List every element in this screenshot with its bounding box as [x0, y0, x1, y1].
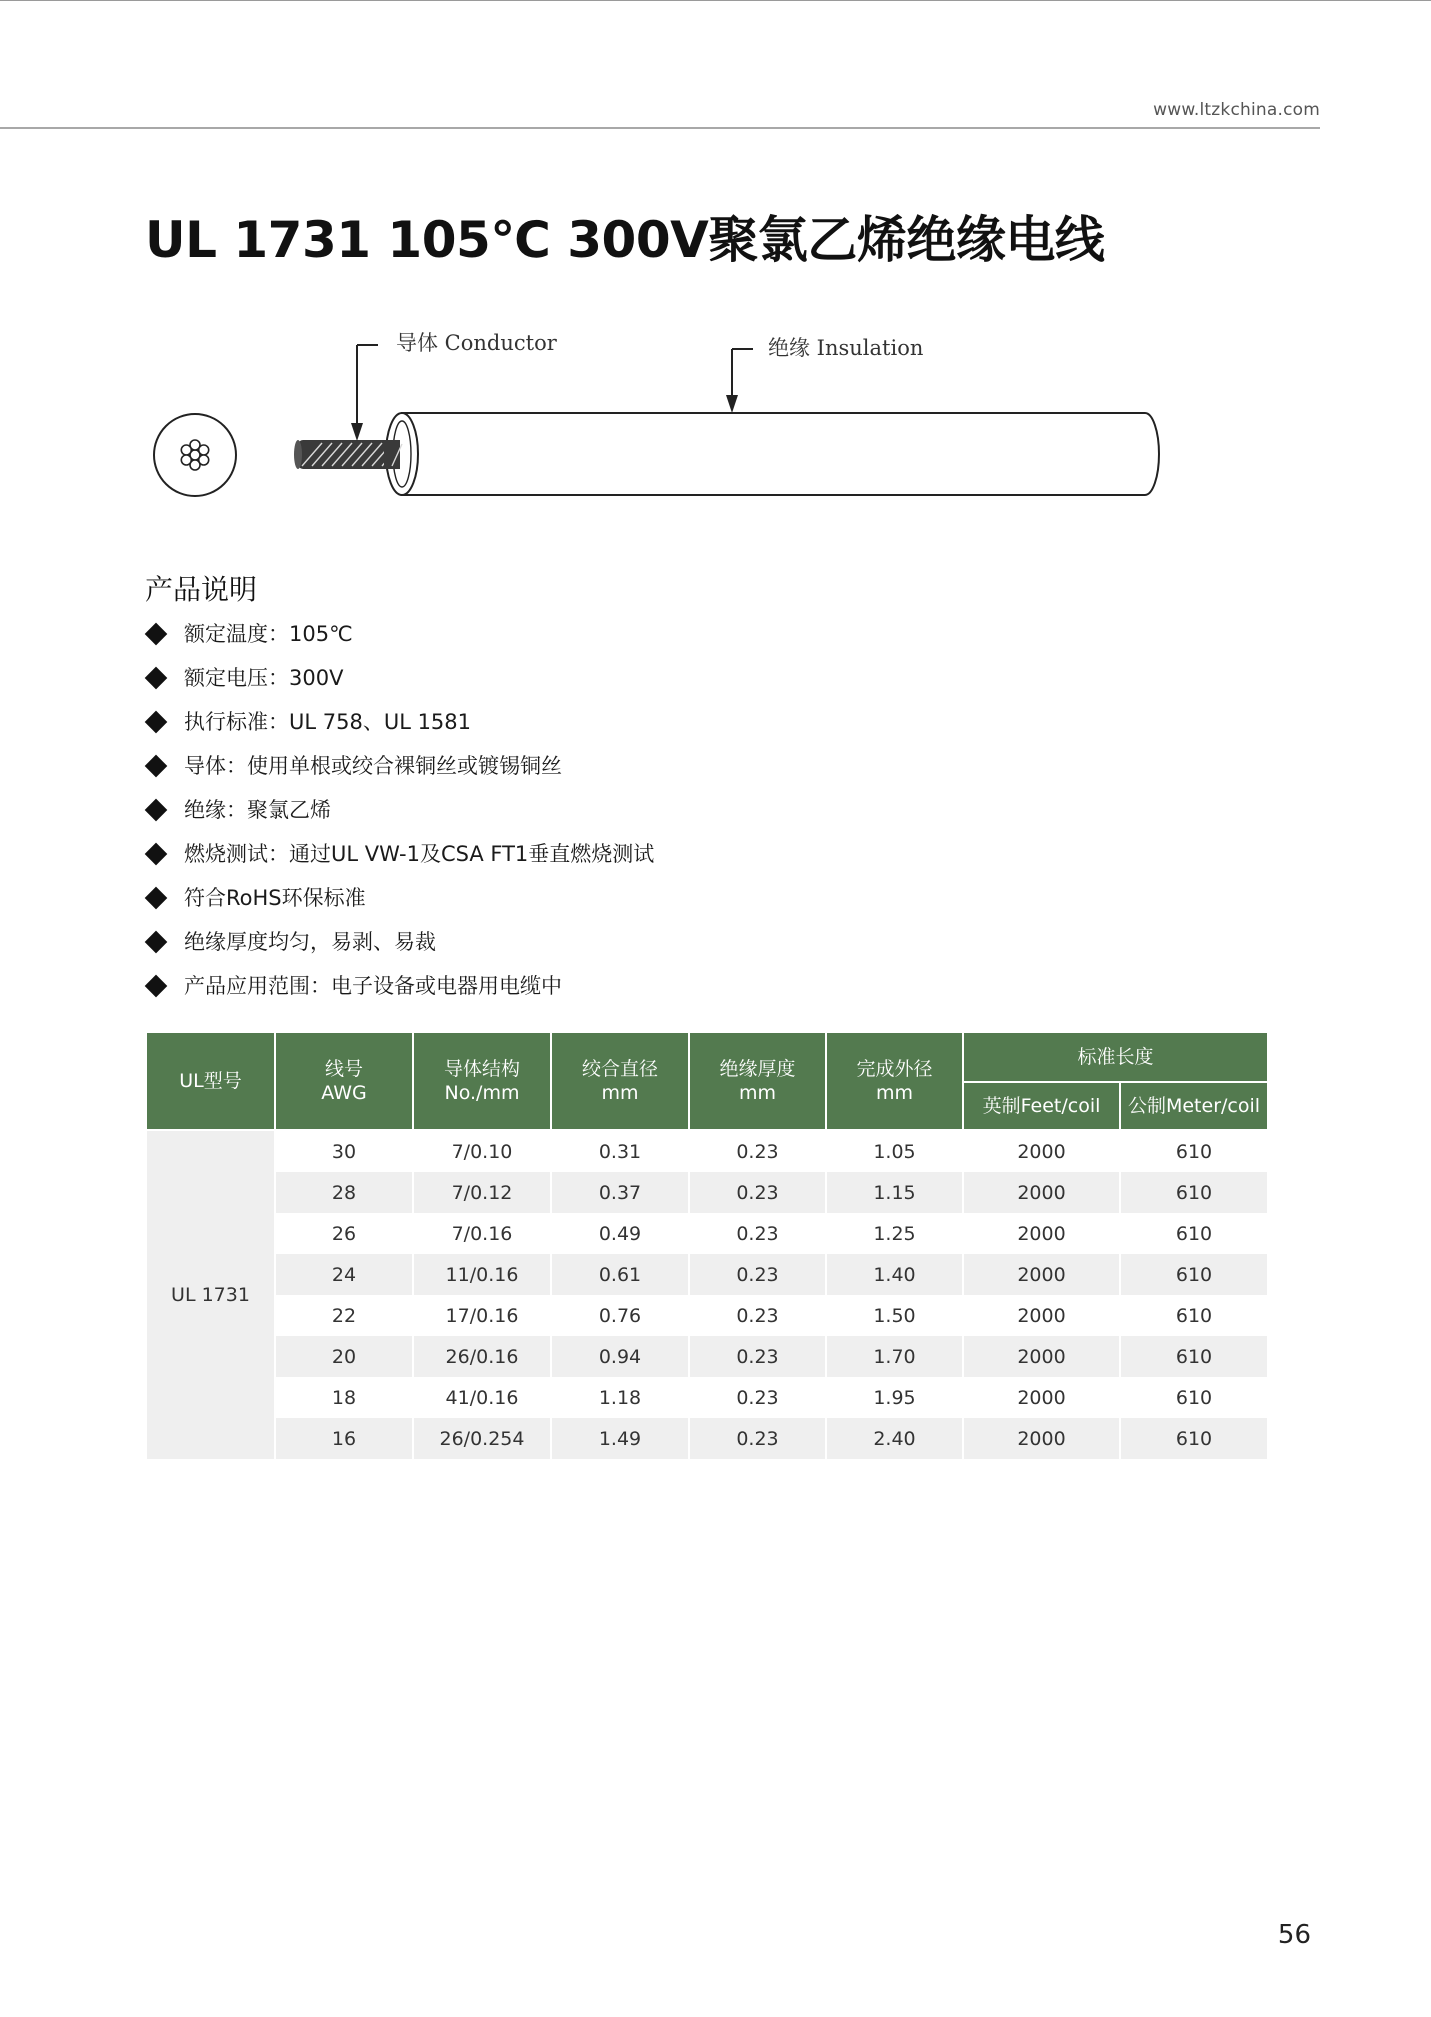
section-title: 产品说明: [145, 573, 258, 606]
cell-insulation-thickness: 0.23: [689, 1336, 826, 1377]
header-rule: [0, 127, 1320, 129]
header-strand-diameter: [551, 1032, 689, 1130]
cell-awg: 24: [275, 1254, 413, 1295]
conductor-callout: [351, 345, 378, 441]
spec-item-text: 额定电压：300V: [184, 666, 344, 690]
table-row: [146, 1130, 1268, 1172]
spec-item-text: 燃烧测试：通过UL VW-1及CSA FT1垂直燃烧测试: [184, 842, 655, 866]
top-rule: [0, 0, 1431, 1]
table-row: [146, 1172, 1268, 1213]
cell-awg: 26: [275, 1213, 413, 1254]
diamond-bullet-icon: [145, 887, 168, 910]
header-od-line2: mm: [875, 1082, 914, 1104]
cell-strand-diameter: 0.61: [551, 1254, 689, 1295]
cell-outer-diameter: 1.25: [826, 1213, 963, 1254]
spec-item: [145, 876, 654, 920]
cell-strand-diameter: 0.76: [551, 1295, 689, 1336]
spec-item: [145, 788, 654, 832]
cell-conductor: 17/0.16: [413, 1295, 551, 1336]
table-row: [146, 1254, 1268, 1295]
diamond-bullet-icon: [145, 799, 168, 822]
cell-conductor: 26/0.254: [413, 1418, 551, 1459]
header-outer-diameter: [826, 1032, 963, 1130]
diamond-bullet-icon: [145, 931, 168, 954]
cell-feet: 2000: [963, 1418, 1120, 1459]
cell-feet: 2000: [963, 1295, 1120, 1336]
cell-awg: 18: [275, 1377, 413, 1418]
spec-item-text: 额定温度：105℃: [184, 622, 353, 646]
spec-item: [145, 964, 654, 1008]
cell-meter: 610: [1120, 1213, 1268, 1254]
cell-insulation-thickness: 0.23: [689, 1172, 826, 1213]
cell-feet: 2000: [963, 1130, 1120, 1172]
wire-diagram: [140, 320, 1180, 520]
cell-outer-diameter: 1.40: [826, 1254, 963, 1295]
cell-meter: 610: [1120, 1254, 1268, 1295]
cell-strand-diameter: 0.94: [551, 1336, 689, 1377]
cell-insulation-thickness: 0.23: [689, 1418, 826, 1459]
cell-strand-diameter: 0.31: [551, 1130, 689, 1172]
cell-insulation-thickness: 0.23: [689, 1295, 826, 1336]
table-row: [146, 1418, 1268, 1459]
header-awg-line1: 线号: [324, 1058, 363, 1080]
cell-conductor: 7/0.10: [413, 1130, 551, 1172]
diamond-bullet-icon: [145, 623, 168, 646]
cell-strand-diameter: 1.49: [551, 1418, 689, 1459]
spec-list: [145, 612, 654, 1008]
cell-feet: 2000: [963, 1254, 1120, 1295]
header-strand-line1: 绞合直径: [581, 1058, 658, 1080]
cell-feet: 2000: [963, 1377, 1120, 1418]
cell-awg: 16: [275, 1418, 413, 1459]
table-row: [146, 1295, 1268, 1336]
header-insulation-line2: mm: [738, 1082, 777, 1104]
cell-meter: 610: [1120, 1418, 1268, 1459]
header-conductor-line1: 导体结构: [443, 1058, 520, 1080]
spec-item: [145, 700, 654, 744]
header-insulation-thickness: [689, 1032, 826, 1130]
cell-conductor: 7/0.12: [413, 1172, 551, 1213]
cell-outer-diameter: 1.50: [826, 1295, 963, 1336]
cell-meter: 610: [1120, 1336, 1268, 1377]
insulation-label: 绝缘 Insulation: [768, 336, 924, 360]
cell-meter: 610: [1120, 1295, 1268, 1336]
cell-conductor: 7/0.16: [413, 1213, 551, 1254]
header-conductor: [413, 1032, 551, 1130]
diamond-bullet-icon: [145, 755, 168, 778]
spec-item: [145, 612, 654, 656]
cell-conductor: 26/0.16: [413, 1336, 551, 1377]
spec-item: [145, 832, 654, 876]
table-row: [146, 1336, 1268, 1377]
cell-feet: 2000: [963, 1336, 1120, 1377]
cell-conductor: 11/0.16: [413, 1254, 551, 1295]
cell-insulation-thickness: 0.23: [689, 1377, 826, 1418]
spec-item-text: 符合RoHS环保标准: [184, 886, 366, 910]
spec-item-text: 导体：使用单根或绞合裸铜丝或镀锡铜丝: [184, 754, 562, 778]
cell-insulation-thickness: 0.23: [689, 1213, 826, 1254]
header-meter: 公制Meter/coil: [1120, 1082, 1268, 1130]
diamond-bullet-icon: [145, 667, 168, 690]
header-strand-line2: mm: [601, 1082, 639, 1104]
spec-item: [145, 744, 654, 788]
header-awg: [275, 1032, 413, 1130]
cell-outer-diameter: 1.05: [826, 1130, 963, 1172]
cell-meter: 610: [1120, 1130, 1268, 1172]
spec-item-text: 绝缘厚度均匀，易剥、易裁: [184, 930, 436, 954]
cell-strand-diameter: 0.49: [551, 1213, 689, 1254]
model-cell: UL 1731: [146, 1130, 275, 1459]
cell-outer-diameter: 1.15: [826, 1172, 963, 1213]
spec-table: [145, 1031, 1269, 1459]
cross-section-icon: [154, 414, 236, 496]
header-standard-length: 标准长度: [963, 1032, 1268, 1082]
diamond-bullet-icon: [145, 711, 168, 734]
header-od-line1: 完成外径: [856, 1058, 933, 1080]
spec-item: [145, 656, 654, 700]
spec-item-text: 产品应用范围：电子设备或电器用电缆中: [184, 974, 562, 998]
cell-outer-diameter: 1.95: [826, 1377, 963, 1418]
header-model: UL型号: [146, 1032, 275, 1130]
header-insulation-line1: 绝缘厚度: [719, 1058, 796, 1080]
insulation-callout: [726, 349, 753, 413]
diamond-bullet-icon: [145, 975, 168, 998]
cell-awg: 30: [275, 1130, 413, 1172]
table-row: [146, 1213, 1268, 1254]
table-row: [146, 1377, 1268, 1418]
cell-conductor: 41/0.16: [413, 1377, 551, 1418]
spec-item-text: 绝缘：聚氯乙烯: [184, 798, 331, 822]
spec-item: [145, 920, 654, 964]
cell-awg: 22: [275, 1295, 413, 1336]
spec-item-text: 执行标准：UL 758、UL 1581: [184, 710, 472, 734]
cell-insulation-thickness: 0.23: [689, 1130, 826, 1172]
cell-strand-diameter: 0.37: [551, 1172, 689, 1213]
cell-meter: 610: [1120, 1172, 1268, 1213]
cell-awg: 28: [275, 1172, 413, 1213]
cell-feet: 2000: [963, 1213, 1120, 1254]
conductor-label: 导体 Conductor: [396, 331, 557, 355]
cell-strand-diameter: 1.18: [551, 1377, 689, 1418]
website-url[interactable]: www.ltzkchina.com: [1153, 100, 1320, 120]
cell-feet: 2000: [963, 1172, 1120, 1213]
cell-meter: 610: [1120, 1377, 1268, 1418]
cell-insulation-thickness: 0.23: [689, 1254, 826, 1295]
diamond-bullet-icon: [145, 843, 168, 866]
page-title: UL 1731 105℃ 300V聚氯乙烯绝缘电线: [145, 211, 1105, 269]
cell-outer-diameter: 2.40: [826, 1418, 963, 1459]
insulation-tube-icon: [384, 413, 1159, 495]
page-number: 56: [1277, 1920, 1311, 1950]
header-feet: 英制Feet/coil: [963, 1082, 1120, 1130]
cell-awg: 20: [275, 1336, 413, 1377]
header-conductor-line2: No./mm: [444, 1082, 520, 1104]
cell-outer-diameter: 1.70: [826, 1336, 963, 1377]
header-awg-line2: AWG: [321, 1082, 367, 1104]
